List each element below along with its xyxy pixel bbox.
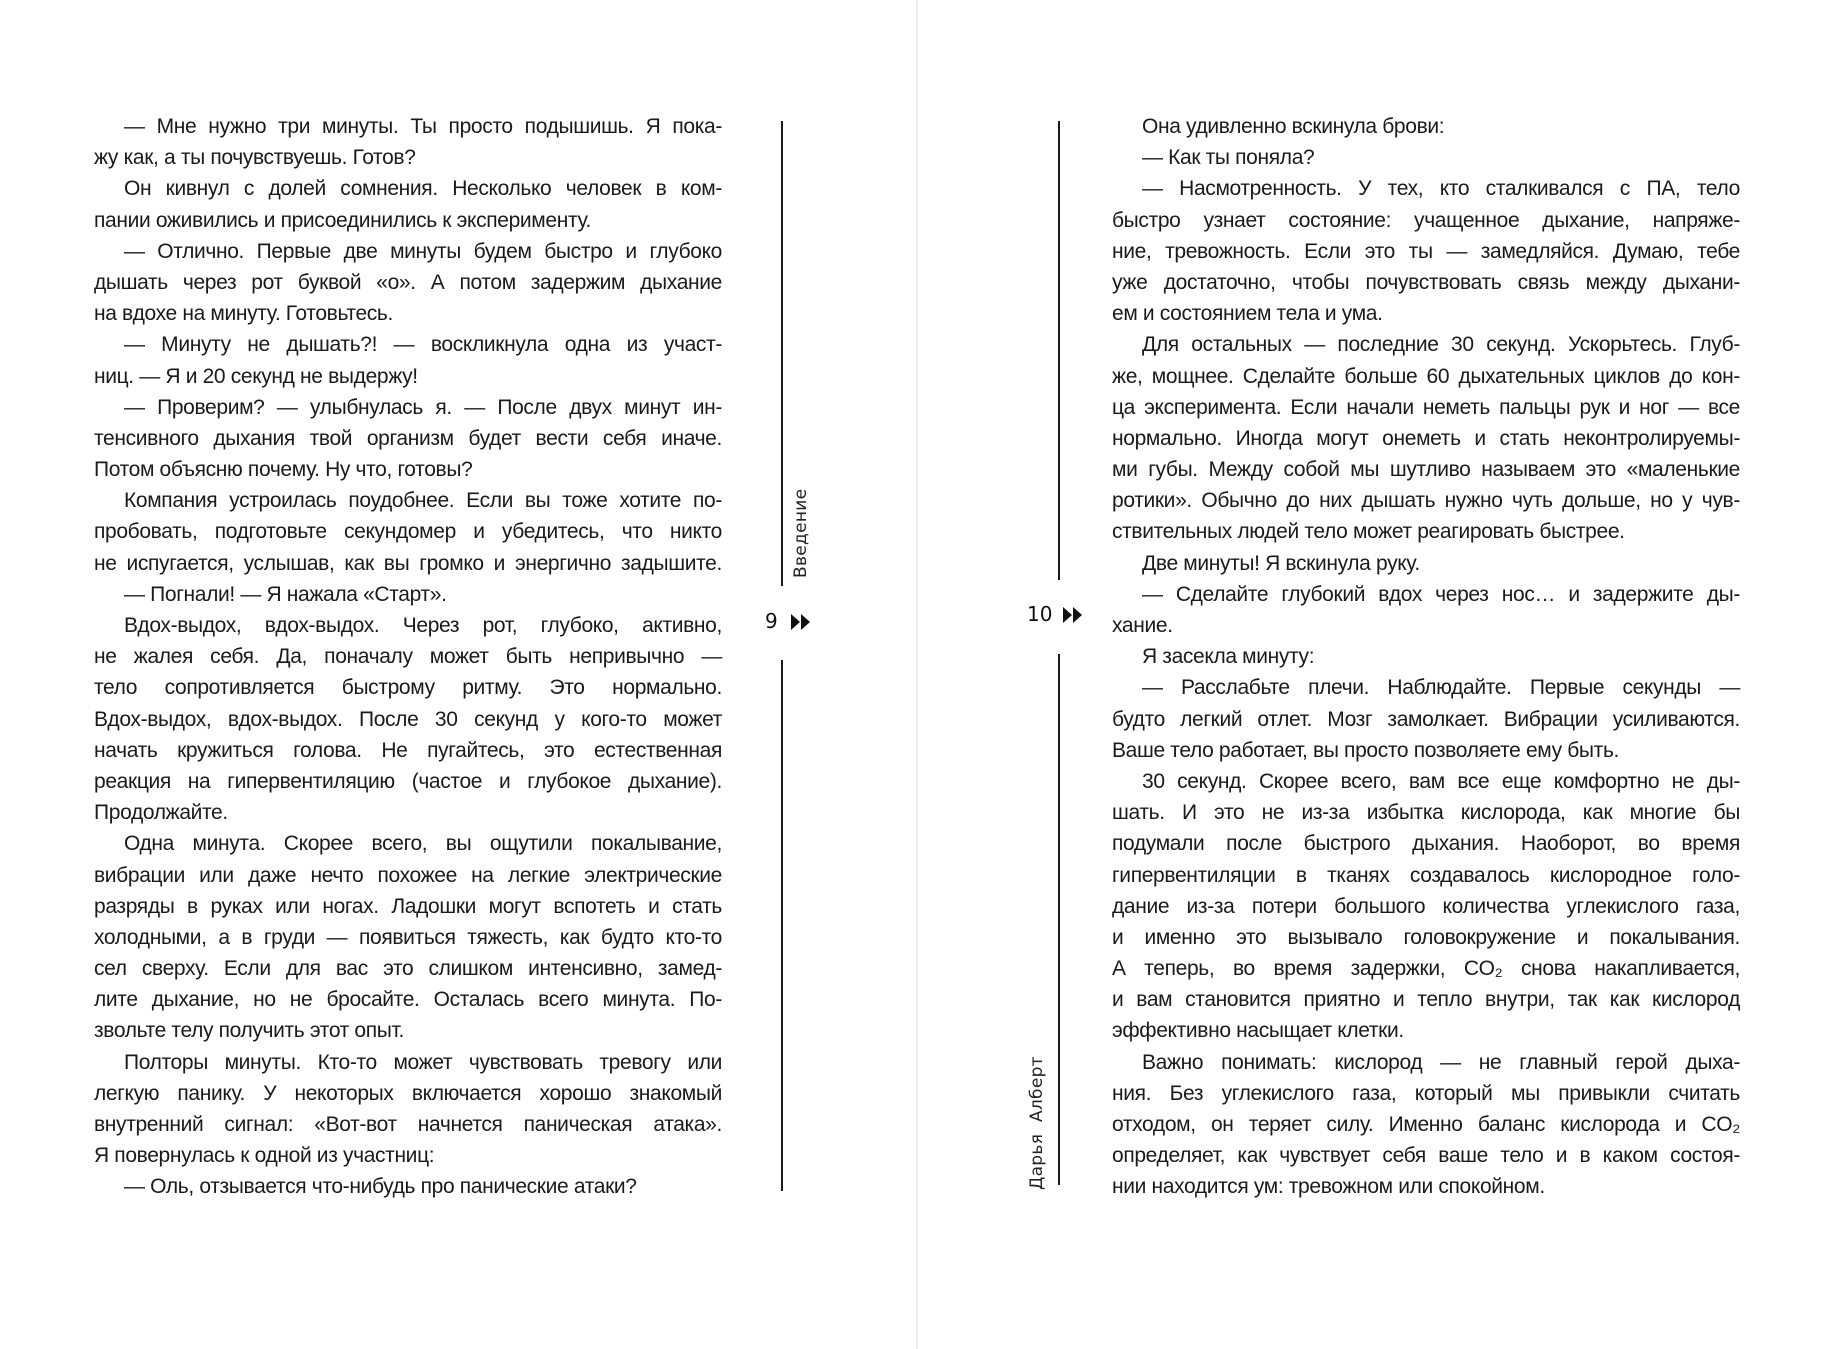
- text-line: не испугается, услышав, как вы громко и энергично задышите.: [94, 551, 722, 575]
- text-line: нормально. Иногда могут онеметь и стать неконтролируемы-: [1112, 426, 1740, 450]
- text-line: Ваше тело работает, вы просто позволяете ему быть.: [1112, 738, 1620, 762]
- text-line: холодными, а в груди — появиться тяжесть, как будто кто-то: [94, 925, 722, 949]
- text-line: ми губы. Между собой мы шутливо называем это «маленькие: [1112, 458, 1740, 482]
- text-line: дание из-за потери большого количества углекислого газа,: [1112, 894, 1740, 918]
- right-margin-rule-top: [1058, 121, 1060, 580]
- text-line: ние, тревожность. Если это ты — замедляйся. Думаю, тебе: [1112, 239, 1740, 263]
- text-line: Она удивленно вскинула брови:: [1142, 115, 1445, 138]
- text-line: — Минуту не дышать?! — воскликнула одна из участ-: [124, 333, 722, 357]
- text-line: лите дыхание, но не бросайте. Осталась всего минута. По-: [94, 988, 722, 1012]
- text-line: 30 секунд. Скорее всего, вам все еще комфортно не ды-: [1142, 769, 1740, 793]
- text-line: определяет, как чувствует себя ваше тело и в каком состоя-: [1112, 1144, 1740, 1168]
- text-line: Он кивнул с долей сомнения. Несколько человек в ком-: [124, 177, 722, 201]
- text-line: быстро узнает состояние: учащенное дыхание, напряже-: [1112, 208, 1740, 232]
- left-margin-rule-bottom: [781, 660, 783, 1191]
- text-line: и именно это вызывало головокружение и покалывания.: [1112, 925, 1740, 949]
- text-line: Потом объясню почему. Ну что, готовы?: [94, 458, 473, 482]
- text-line: звольте телу получить этот опыт.: [94, 1019, 404, 1043]
- text-line: ротики». Обычно до них дышать нужно чуть дольше, но у чув-: [1112, 489, 1740, 513]
- text-line: А теперь, во время задержки, CO₂ снова накапливается,: [1112, 957, 1740, 981]
- text-line: будто легкий отлет. Мозг замолкает. Вибрации усиливаются.: [1112, 707, 1740, 731]
- text-line: — Погнали! — Я нажала «Старт».: [124, 582, 447, 606]
- text-line: Для остальных — последние 30 секунд. Ускорьтесь. Глуб-: [1142, 333, 1740, 357]
- text-line: уже достаточно, чтобы почувствовать связь между дыхани-: [1112, 270, 1740, 294]
- text-line: вибрации или даже нечто похожее на легкие электрические: [94, 863, 722, 887]
- running-head-author: Дарья Алберт: [1027, 1056, 1047, 1190]
- text-line: шать. И это не из-за избытка кислорода, как многие бы: [1112, 801, 1740, 825]
- text-line: Вдох-выдох, вдох-выдох. После 30 секунд у кого-то может: [94, 707, 722, 731]
- text-line: гипервентиляции в тканях создавалось кислородное голо-: [1112, 863, 1740, 887]
- text-line: на вдохе на минуту. Готовьтесь.: [94, 302, 393, 326]
- text-line: нии находится ум: тревожном или спокойном.: [1112, 1175, 1545, 1199]
- text-line: Я засекла минуту:: [1142, 645, 1315, 669]
- left-page-body: [94, 111, 722, 1203]
- text-line: Одна минута. Скорее всего, вы ощутили покалывание,: [124, 832, 722, 856]
- double-arrow-right-icon: [791, 614, 811, 630]
- right-page-body: [1112, 111, 1740, 1203]
- text-line: хание.: [1112, 614, 1173, 637]
- text-line: Я повернулась к одной из участниц:: [94, 1144, 435, 1168]
- text-line: ниц. — Я и 20 секунд не выдержу!: [94, 364, 418, 388]
- text-line: эффективно насыщает клетки.: [1112, 1019, 1404, 1043]
- text-line: же, мощнее. Сделайте больше 60 дыхательных циклов до кон-: [1112, 364, 1740, 388]
- text-line: разряды в руках или ногах. Ладошки могут вспотеть и стать: [94, 894, 722, 918]
- text-line: дышать через рот буквой «о». А потом задержим дыхание: [94, 270, 722, 294]
- page-number-left: 9: [765, 609, 778, 633]
- text-line: Компания устроилась поудобнее. Если вы тоже хотите по-: [124, 489, 722, 513]
- text-line: — Оль, отзывается что-нибудь про панические атаки?: [124, 1175, 637, 1199]
- text-line: тело сопротивляется быстрому ритму. Это нормально.: [94, 676, 722, 700]
- text-line: Полторы минуты. Кто-то может чувствовать тревогу или: [124, 1050, 722, 1074]
- text-line: и вам становится приятно и тепло внутри, так как кислород: [1112, 988, 1740, 1012]
- text-line: начать кружиться голова. Не пугайтесь, это естественная: [94, 738, 722, 762]
- right-margin-rule-bottom: [1058, 654, 1060, 1185]
- text-line: Вдох-выдох, вдох-выдох. Через рот, глубоко, активно,: [124, 614, 722, 637]
- text-line: — Проверим? — улыбнулась я. — После двух минут ин-: [124, 395, 722, 419]
- text-line: Две минуты! Я вскинула руку.: [1142, 551, 1420, 575]
- text-line: — Мне нужно три минуты. Ты просто подышишь. Я пока-: [124, 115, 722, 138]
- text-line: не жалея себя. Да, поначалу может быть непривычно —: [94, 645, 722, 669]
- page-fold: [916, 0, 918, 1349]
- text-line: подумали после быстрого дыхания. Наоборот, во время: [1112, 832, 1740, 856]
- left-margin-rule-top: [781, 121, 783, 586]
- running-head-section: Введение: [791, 488, 811, 578]
- text-line: внутренний сигнал: «Вот-вот начнется паническая атака».: [94, 1113, 722, 1136]
- text-line: Продолжайте.: [94, 801, 228, 825]
- text-line: — Сделайте глубокий вдох через нос… и задержите ды-: [1142, 582, 1740, 606]
- text-line: ния. Без углекислого газа, который мы привыкли считать: [1112, 1081, 1740, 1105]
- text-line: реакция на гипервентиляцию (частое и глубокое дыхание).: [94, 769, 722, 793]
- text-line: отходом, он теряет силу. Именно баланс кислорода и CO₂: [1112, 1113, 1740, 1136]
- text-line: жу как, а ты почувствуешь. Готов?: [94, 146, 416, 170]
- text-line: пробовать, подготовьте секундомер и убедитесь, что никто: [94, 520, 722, 544]
- text-line: пании оживились и присоединились к эксперименту.: [94, 208, 591, 232]
- text-line: ствительных людей тело может реагировать быстрее.: [1112, 520, 1625, 544]
- text-line: легкую панику. У некоторых включается хорошо знакомый: [94, 1081, 722, 1105]
- text-line: — Расслабьте плечи. Наблюдайте. Первые секунды —: [1142, 676, 1740, 700]
- text-line: Важно понимать: кислород — не главный герой дыха-: [1142, 1050, 1740, 1074]
- text-line: тенсивного дыхания твой организм будет вести себя иначе.: [94, 426, 722, 450]
- text-line: — Как ты поняла?: [1142, 146, 1315, 170]
- text-line: — Отлично. Первые две минуты будем быстро и глубоко: [124, 239, 722, 263]
- page-number-right: 10: [1027, 602, 1053, 626]
- text-line: ем и состоянием тела и ума.: [1112, 302, 1383, 326]
- text-line: — Насмотренность. У тех, кто сталкивался с ПА, тело: [1142, 177, 1740, 201]
- text-line: сел сверху. Если для вас это слишком интенсивно, замед-: [94, 957, 722, 981]
- double-arrow-right-icon: [1063, 607, 1083, 623]
- text-line: ца эксперимента. Если начали неметь пальцы рук и ног — все: [1112, 395, 1740, 419]
